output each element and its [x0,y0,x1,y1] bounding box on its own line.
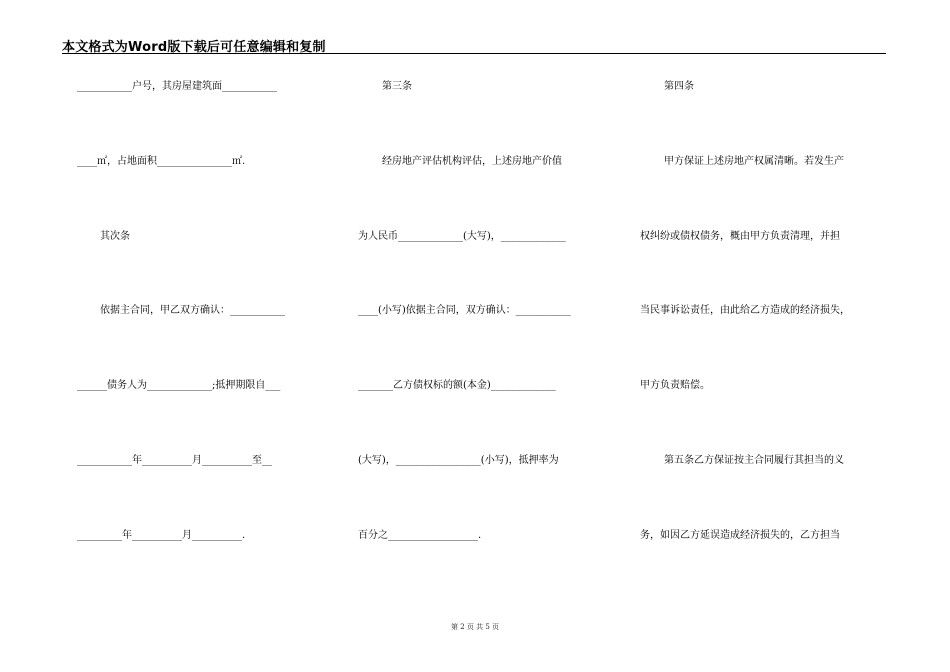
middle-line-1: 第三条 [382,81,412,92]
left-line-3: 其次条 [100,231,130,242]
left-line-4: 依据主合同，甲乙双方确认：___________ [100,305,285,316]
middle-line-3: 为人民币_____________(大写)，_____________ [358,231,566,242]
right-line-4: 当民事诉讼责任，由此给乙方造成的经济损失， [640,305,850,316]
left-line-6: ___________年__________月__________至__ [77,455,272,466]
left-line-2: ____㎡，占地面积_______________㎡. [77,156,246,167]
left-line-5: ______债务人为_____________;抵押期限自___ [77,380,281,391]
right-line-1: 第四条 [664,81,694,92]
middle-line-5: _______乙方债权标的额(本金)_____________ [358,380,556,391]
right-line-7: 务，如因乙方延误造成经济损失的，乙方担当 [640,530,840,541]
page-number: 第 2 页 共 5 页 [450,623,500,631]
middle-line-4: ____(小写)依据主合同，双方确认：___________ [358,305,571,316]
right-line-2: 甲方保证上述房地产权属清晰。若发生产 [664,156,844,167]
middle-line-6: (大写)，_________________(小写)，抵押率为 [358,455,559,466]
middle-line-2: 经房地产评估机构评估，上述房地产价值 [382,156,562,167]
right-line-3: 权纠纷或债权债务，概由甲方负责清理，并担 [640,231,840,242]
right-line-5: 甲方负责赔偿。 [640,380,710,391]
right-line-6: 第五条乙方保证按主合同履行其担当的义 [664,455,844,466]
document-header-title: 本文格式为Word版下载后可任意编辑和复制 [62,40,326,55]
left-line-7: _________年__________月__________. [77,530,246,541]
left-line-1: ___________户号，其房屋建筑面___________ [77,81,277,92]
header-divider [62,53,886,54]
middle-line-7: 百分之__________________. [358,530,482,541]
